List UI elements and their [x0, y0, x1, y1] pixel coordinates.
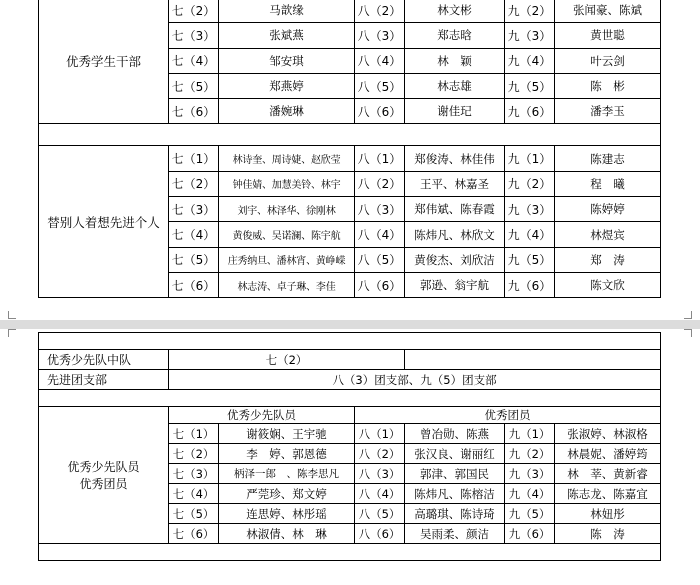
awards-table-lower [38, 332, 661, 561]
name-cell: 谢筱娴、王宇驰 [219, 424, 355, 444]
class-cell: 七（5） [169, 504, 219, 524]
table-row [39, 350, 661, 370]
class-cell: 七（2） [169, 0, 219, 23]
class-cell: 八（4） [355, 222, 405, 247]
class-cell: 八（4） [355, 48, 405, 73]
class-cell: 九（3） [505, 197, 555, 222]
class-cell: 八（5） [355, 504, 405, 524]
category-label: 优秀学生干部 [39, 0, 169, 124]
blank-cell [39, 124, 661, 146]
table-header-row [39, 407, 661, 424]
column-header: 优秀团员 [355, 407, 661, 424]
class-cell: 八（1） [355, 424, 405, 444]
name-cell: 马歆缘 [219, 0, 355, 23]
class-cell: 七（3） [169, 23, 219, 48]
class-cell: 七（2） [169, 444, 219, 464]
page-corner-mark [684, 311, 692, 319]
name-cell: 林诗奎、周诗婕、赵欣莹 [219, 146, 355, 171]
name-cell: 黄世聪 [555, 23, 661, 48]
name-cell: 林文彬 [405, 0, 505, 23]
class-cell: 九（2） [505, 0, 555, 23]
class-cell: 八（3） [355, 464, 405, 484]
page-corner-mark [684, 329, 692, 337]
category-label-line2: 优秀团员 [79, 477, 128, 491]
class-cell: 九（2） [505, 444, 555, 464]
blank-cell [39, 544, 661, 561]
blank-cell [405, 350, 661, 370]
table-row [39, 0, 661, 23]
spacer-row [39, 333, 661, 350]
name-cell: 叶云剑 [555, 48, 661, 73]
name-cell: 潘李玉 [555, 99, 661, 124]
awards-table-upper [38, 0, 661, 298]
category-label [39, 407, 169, 544]
name-cell: 林晨妮、潘婷筠 [555, 444, 661, 464]
class-cell: 七（5） [169, 247, 219, 272]
class-cell: 七（4） [169, 484, 219, 504]
class-cell: 八（1） [355, 146, 405, 171]
name-cell: 张淑婷、林淑格 [555, 424, 661, 444]
class-cell: 七（2） [169, 171, 219, 196]
class-cell: 九（5） [505, 73, 555, 98]
name-cell: 柄泽一郎 、陈李思凡 [219, 464, 355, 484]
name-cell: 林淑倩、林 琳 [219, 524, 355, 544]
name-cell: 严莞珍、郑文婷 [219, 484, 355, 504]
name-cell: 陈婷婷 [555, 197, 661, 222]
name-cell: 黄俊杰、刘欣洁 [405, 247, 505, 272]
name-cell: 郑俊涛、林佳伟 [405, 146, 505, 171]
name-cell: 林煜宾 [555, 222, 661, 247]
class-cell: 九（6） [505, 99, 555, 124]
name-cell: 陈志龙、陈嘉宜 [555, 484, 661, 504]
class-cell: 七（6） [169, 272, 219, 297]
name-cell: 曾冶勋、陈燕 [405, 424, 505, 444]
name-cell: 陈 涛 [555, 524, 661, 544]
league-branch-label: 先进团支部 [39, 370, 169, 390]
class-cell: 八（6） [355, 99, 405, 124]
name-cell: 张汉良、谢丽红 [405, 444, 505, 464]
name-cell: 林 莘、黄新睿 [555, 464, 661, 484]
class-cell: 八（5） [355, 73, 405, 98]
class-cell: 九（6） [505, 272, 555, 297]
class-cell: 九（3） [505, 23, 555, 48]
name-cell: 林 颖 [405, 48, 505, 73]
class-cell: 九（5） [505, 504, 555, 524]
name-cell: 陈炜凡、林欣文 [405, 222, 505, 247]
class-cell: 七（3） [169, 464, 219, 484]
name-cell: 吴雨柔、颜洁 [405, 524, 505, 544]
spacer-row [39, 124, 661, 146]
name-cell: 郭津、郭国民 [405, 464, 505, 484]
name-cell: 郑 涛 [555, 247, 661, 272]
class-cell: 七（4） [169, 222, 219, 247]
name-cell: 程 曦 [555, 171, 661, 196]
blank-cell [39, 333, 661, 350]
name-cell: 陈 彬 [555, 73, 661, 98]
class-cell: 八（5） [355, 247, 405, 272]
name-cell: 陈文欣 [555, 272, 661, 297]
name-cell: 连思婷、林彤瑶 [219, 504, 355, 524]
name-cell: 林志涛、卓子琳、李佳 [219, 272, 355, 297]
category-label: 替别人着想先进个人 [39, 146, 169, 298]
name-cell: 张斌燕 [219, 23, 355, 48]
class-cell: 七（3） [169, 197, 219, 222]
spacer-row [39, 390, 661, 407]
class-cell: 九（2） [505, 171, 555, 196]
class-cell: 七（6） [169, 99, 219, 124]
class-cell: 八（2） [355, 0, 405, 23]
class-cell: 八（4） [355, 484, 405, 504]
class-cell: 九（6） [505, 524, 555, 544]
name-cell: 邹安琪 [219, 48, 355, 73]
name-cell: 潘婉琳 [219, 99, 355, 124]
name-cell: 陈炜凡、陈榕洁 [405, 484, 505, 504]
name-cell: 谢佳玘 [405, 99, 505, 124]
squadron-value: 七（2） [169, 350, 405, 370]
category-label-line1: 优秀少先队员 [67, 460, 140, 474]
name-cell: 钟佳婧、加慧美铃、林宇 [219, 171, 355, 196]
class-cell: 九（4） [505, 222, 555, 247]
squadron-label: 优秀少先队中队 [39, 350, 169, 370]
document-page-lower [0, 329, 700, 585]
page-break-gap [0, 320, 700, 329]
class-cell: 七（5） [169, 73, 219, 98]
name-cell: 郭逊、翁宇航 [405, 272, 505, 297]
class-cell: 九（3） [505, 464, 555, 484]
column-header: 优秀少先队员 [169, 407, 355, 424]
class-cell: 九（1） [505, 424, 555, 444]
class-cell: 八（2） [355, 171, 405, 196]
class-cell: 九（1） [505, 146, 555, 171]
name-cell: 高璐琪、陈诗琦 [405, 504, 505, 524]
name-cell: 陈建志 [555, 146, 661, 171]
class-cell: 七（4） [169, 48, 219, 73]
class-cell: 七（6） [169, 524, 219, 544]
class-cell: 九（4） [505, 484, 555, 504]
class-cell: 八（3） [355, 23, 405, 48]
class-cell: 七（1） [169, 146, 219, 171]
page-corner-mark [8, 329, 16, 337]
name-cell: 林妞彤 [555, 504, 661, 524]
name-cell: 庄秀纳旦、潘林宵、黄峥嵘 [219, 247, 355, 272]
page-corner-mark [8, 311, 16, 319]
name-cell: 郑燕婷 [219, 73, 355, 98]
name-cell: 张闻豪、陈斌 [555, 0, 661, 23]
table-row [39, 370, 661, 390]
name-cell: 郑志晗 [405, 23, 505, 48]
blank-cell [39, 390, 661, 407]
name-cell: 刘宇、林泽华、徐刚林 [219, 197, 355, 222]
class-cell: 八（3） [355, 197, 405, 222]
league-branch-value: 八（3）团支部、九（5）团支部 [169, 370, 661, 390]
class-cell: 八（6） [355, 272, 405, 297]
class-cell: 九（4） [505, 48, 555, 73]
class-cell: 八（2） [355, 444, 405, 464]
class-cell: 九（5） [505, 247, 555, 272]
table-row [39, 146, 661, 171]
name-cell: 林志雄 [405, 73, 505, 98]
name-cell: 黄俊威、吴诺澜、陈宇航 [219, 222, 355, 247]
spacer-row [39, 544, 661, 561]
name-cell: 郑伟斌、陈春霞 [405, 197, 505, 222]
name-cell: 李 婷、郭恩德 [219, 444, 355, 464]
class-cell: 八（6） [355, 524, 405, 544]
class-cell: 七（1） [169, 424, 219, 444]
name-cell: 王平、林嘉圣 [405, 171, 505, 196]
